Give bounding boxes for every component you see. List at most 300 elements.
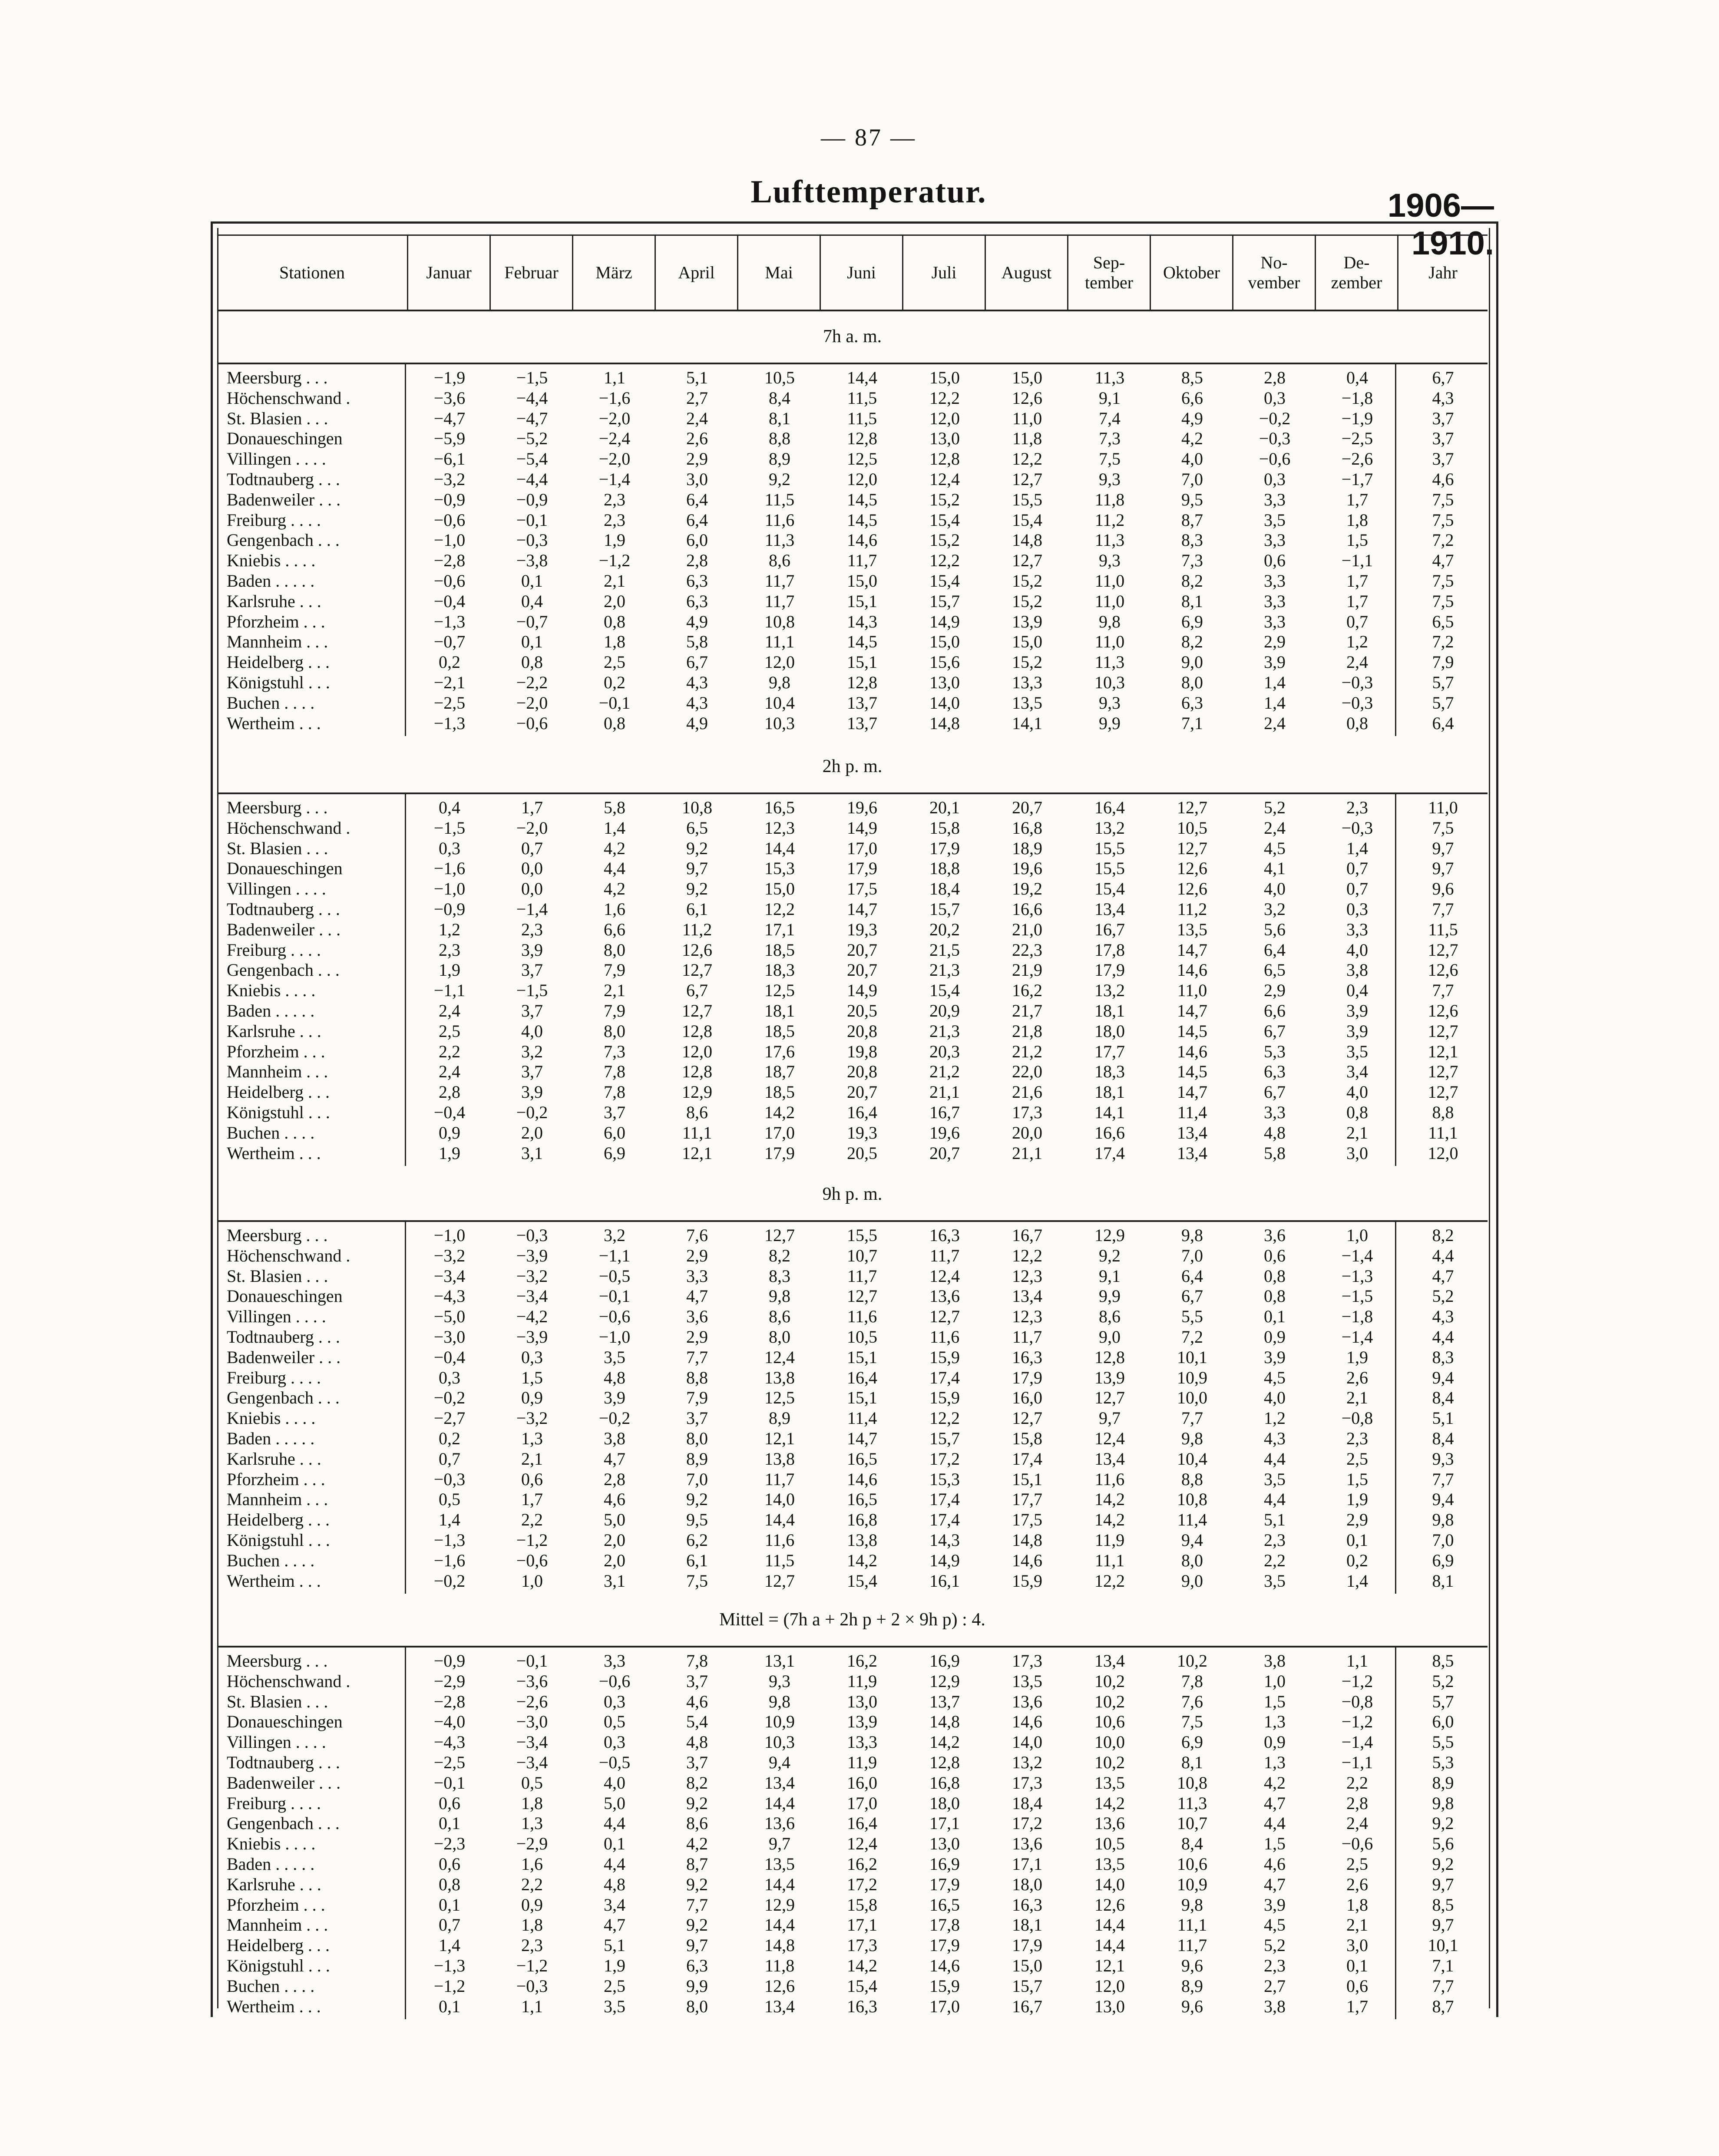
value-cell: −1,1 xyxy=(1341,551,1373,571)
section-1 xyxy=(217,740,1488,1167)
value-cell: 16,4 xyxy=(1094,798,1125,817)
value-cell: 8,9 xyxy=(1432,1773,1454,1793)
value-cell: 16,7 xyxy=(1012,1225,1042,1245)
value-cell: 0,9 xyxy=(1264,1732,1286,1752)
value-cell: 19,6 xyxy=(929,1123,960,1142)
value-cell: 19,6 xyxy=(847,798,877,817)
value-cell: 14,6 xyxy=(1177,960,1207,980)
value-cell: 19,3 xyxy=(847,1123,877,1142)
value-cell: 3,8 xyxy=(1264,1651,1286,1671)
value-cell: −1,3 xyxy=(433,713,466,733)
value-cell: 0,7 xyxy=(439,1915,460,1935)
value-cell: 8,8 xyxy=(769,429,790,449)
value-cell: 4,5 xyxy=(1264,1915,1286,1935)
value-cell: 1,5 xyxy=(1264,1691,1286,1711)
value-cell: 18,1 xyxy=(764,1001,795,1020)
station-name: Heidelberg . . . xyxy=(227,1510,330,1530)
value-cell: 15,9 xyxy=(929,1976,960,1996)
table-row xyxy=(217,1956,1488,1976)
value-cell: 7,5 xyxy=(686,1571,708,1591)
value-cell: 14,5 xyxy=(847,510,877,530)
value-cell: 13,4 xyxy=(1012,1286,1042,1306)
value-cell: 0,2 xyxy=(1346,1550,1368,1570)
value-cell: 5,7 xyxy=(1432,673,1454,692)
value-cell: 0,3 xyxy=(1264,388,1286,408)
value-cell: 17,2 xyxy=(1012,1813,1042,1833)
value-cell: 0,6 xyxy=(1264,1245,1286,1265)
value-cell: 3,2 xyxy=(604,1225,625,1245)
value-cell: 7,7 xyxy=(1432,1469,1454,1489)
value-cell: 13,5 xyxy=(1094,1773,1125,1793)
value-cell: 18,0 xyxy=(1094,1021,1125,1041)
value-cell: −1,6 xyxy=(433,1550,466,1570)
value-cell: 10,0 xyxy=(1177,1388,1207,1408)
value-cell: 11,6 xyxy=(1094,1469,1125,1489)
value-cell: 12,0 xyxy=(682,1041,712,1061)
table-row xyxy=(217,1123,1488,1143)
value-cell: 2,3 xyxy=(1346,1429,1368,1448)
value-cell: 0,3 xyxy=(1264,469,1286,489)
value-cell: −1,8 xyxy=(1341,388,1373,408)
value-cell: 12,7 xyxy=(682,960,712,980)
value-cell: 2,4 xyxy=(1346,652,1368,672)
value-cell: 7,0 xyxy=(686,1469,708,1489)
value-cell: −0,3 xyxy=(1341,818,1373,838)
value-cell: 2,6 xyxy=(1346,1367,1368,1387)
value-cell: 13,4 xyxy=(764,1773,795,1793)
value-cell: 12,6 xyxy=(1177,879,1207,899)
value-cell: −4,7 xyxy=(433,408,466,428)
value-cell: −0,6 xyxy=(516,1550,548,1570)
value-cell: 7,3 xyxy=(604,1041,625,1061)
value-cell: 11,1 xyxy=(1094,1550,1125,1570)
value-cell: 2,2 xyxy=(1346,1773,1368,1793)
value-cell: −0,4 xyxy=(433,591,466,611)
value-cell: 13,0 xyxy=(929,429,960,449)
value-cell: 11,8 xyxy=(1094,489,1125,509)
value-cell: 9,8 xyxy=(1181,1225,1203,1245)
value-cell: 14,8 xyxy=(929,1712,960,1732)
column-rule xyxy=(405,1222,406,1594)
table-row xyxy=(217,1551,1488,1571)
value-cell: 16,5 xyxy=(847,1489,877,1509)
value-cell: 12,8 xyxy=(847,429,877,449)
column-rule xyxy=(1395,1222,1396,1594)
value-cell: 3,4 xyxy=(604,1895,625,1915)
value-cell: 16,6 xyxy=(1094,1123,1125,1142)
value-cell: 6,4 xyxy=(1432,713,1454,733)
value-cell: 0,8 xyxy=(604,713,625,733)
value-cell: 3,5 xyxy=(604,1996,625,2016)
value-cell: 10,6 xyxy=(1094,1712,1125,1732)
section-rule xyxy=(217,792,1488,794)
value-cell: 0,7 xyxy=(1346,858,1368,878)
value-cell: 8,0 xyxy=(1181,1550,1203,1570)
value-cell: 11,4 xyxy=(1177,1103,1207,1122)
value-cell: 12,4 xyxy=(929,1266,960,1286)
value-cell: 3,7 xyxy=(1432,429,1454,449)
value-cell: 4,4 xyxy=(1264,1813,1286,1833)
value-cell: 4,6 xyxy=(604,1489,625,1509)
station-name: St. Blasien . . . xyxy=(227,838,328,858)
column-rule xyxy=(1395,364,1396,736)
value-cell: 1,0 xyxy=(1264,1671,1286,1691)
value-cell: 5,1 xyxy=(604,1935,625,1955)
value-cell: 2,3 xyxy=(1346,798,1368,817)
value-cell: 13,2 xyxy=(1012,1753,1042,1772)
value-cell: 17,9 xyxy=(929,1935,960,1955)
value-cell: 14,0 xyxy=(764,1489,795,1509)
table-row xyxy=(217,1307,1488,1327)
table-row xyxy=(217,1327,1488,1347)
value-cell: −0,8 xyxy=(1341,1691,1373,1711)
station-name: Buchen . . . . xyxy=(227,1550,315,1570)
value-cell: 12,3 xyxy=(1012,1266,1042,1286)
value-cell: 16,5 xyxy=(929,1895,960,1915)
value-cell: −1,6 xyxy=(433,858,466,878)
value-cell: 6,1 xyxy=(686,1550,708,1570)
value-cell: 3,3 xyxy=(1264,530,1286,550)
station-name: Donaueschingen xyxy=(227,858,343,878)
value-cell: −0,2 xyxy=(516,1103,548,1122)
value-cell: 7,5 xyxy=(1099,449,1121,469)
value-cell: 13,9 xyxy=(1094,1367,1125,1387)
value-cell: 7,5 xyxy=(1432,489,1454,509)
value-cell: −4,3 xyxy=(433,1286,466,1306)
value-cell: −2,0 xyxy=(598,449,631,469)
value-cell: 13,6 xyxy=(1012,1691,1042,1711)
value-cell: 4,9 xyxy=(686,611,708,631)
value-cell: −1,1 xyxy=(598,1245,631,1265)
value-cell: 0,8 xyxy=(1346,1103,1368,1122)
station-name: Heidelberg . . . xyxy=(227,1082,330,1102)
value-cell: 7,4 xyxy=(1099,408,1121,428)
value-cell: 8,2 xyxy=(1432,1225,1454,1245)
value-cell: 13,9 xyxy=(1012,611,1042,631)
value-cell: 12,9 xyxy=(764,1895,795,1915)
value-cell: 15,1 xyxy=(847,1388,877,1408)
value-cell: 14,6 xyxy=(1012,1712,1042,1732)
value-cell: 17,3 xyxy=(1012,1773,1042,1793)
value-cell: −2,7 xyxy=(433,1408,466,1428)
value-cell: −1,2 xyxy=(516,1530,548,1550)
value-cell: 4,5 xyxy=(1264,838,1286,858)
station-name: Heidelberg . . . xyxy=(227,1935,330,1955)
value-cell: 14,5 xyxy=(847,632,877,652)
value-cell: 17,5 xyxy=(847,879,877,899)
value-cell: 0,3 xyxy=(604,1691,625,1711)
value-cell: 17,3 xyxy=(847,1935,877,1955)
value-cell: 21,3 xyxy=(929,1021,960,1041)
value-cell: 15,4 xyxy=(929,981,960,1000)
value-cell: 6,6 xyxy=(1181,388,1203,408)
value-cell: −2,6 xyxy=(516,1691,548,1711)
section-label: 9h p. m. xyxy=(822,1184,883,1204)
value-cell: 9,9 xyxy=(1099,713,1121,733)
station-name: Freiburg . . . . xyxy=(227,1367,321,1387)
station-name: Villingen . . . . xyxy=(227,449,326,469)
value-cell: 1,4 xyxy=(1346,1571,1368,1591)
header-august: August xyxy=(986,236,1068,310)
value-cell: 16,8 xyxy=(847,1510,877,1530)
value-cell: 5,0 xyxy=(604,1510,625,1530)
value-cell: 14,9 xyxy=(847,818,877,838)
value-cell: 17,7 xyxy=(1094,1041,1125,1061)
value-cell: 8,0 xyxy=(769,1327,790,1347)
value-cell: 17,2 xyxy=(929,1449,960,1469)
value-cell: 17,9 xyxy=(929,1874,960,1894)
value-cell: 11,9 xyxy=(1094,1530,1125,1550)
table-row xyxy=(217,1082,1488,1102)
value-cell: 9,4 xyxy=(1181,1530,1203,1550)
value-cell: 15,9 xyxy=(929,1347,960,1367)
value-cell: 3,8 xyxy=(1264,1996,1286,2016)
value-cell: 7,1 xyxy=(1181,713,1203,733)
value-cell: 10,8 xyxy=(764,611,795,631)
value-cell: 18,5 xyxy=(764,1082,795,1102)
value-cell: 13,1 xyxy=(764,1651,795,1671)
value-cell: 6,1 xyxy=(686,899,708,919)
value-cell: 2,8 xyxy=(439,1082,460,1102)
value-cell: 15,8 xyxy=(1012,1429,1042,1448)
value-cell: 0,4 xyxy=(1346,981,1368,1000)
value-cell: 4,3 xyxy=(1264,1429,1286,1448)
value-cell: 14,6 xyxy=(1012,1550,1042,1570)
value-cell: 12,1 xyxy=(1428,1041,1458,1061)
value-cell: 12,7 xyxy=(1012,551,1042,571)
value-cell: 5,2 xyxy=(1432,1671,1454,1691)
value-cell: 6,9 xyxy=(1432,1550,1454,1570)
value-cell: 6,0 xyxy=(686,530,708,550)
value-cell: 9,6 xyxy=(1181,1996,1203,2016)
value-cell: −2,2 xyxy=(516,673,548,692)
value-cell: 9,2 xyxy=(769,469,790,489)
value-cell: 5,1 xyxy=(1432,1408,1454,1428)
value-cell: −0,6 xyxy=(598,1307,631,1327)
value-cell: 10,8 xyxy=(1177,1489,1207,1509)
value-cell: 2,0 xyxy=(521,1123,543,1142)
value-cell: 22,0 xyxy=(1012,1062,1042,1082)
value-cell: −0,1 xyxy=(516,510,548,530)
value-cell: −1,2 xyxy=(1341,1671,1373,1691)
value-cell: −1,0 xyxy=(433,879,466,899)
value-cell: 21,5 xyxy=(929,940,960,960)
value-cell: 10,2 xyxy=(1094,1753,1125,1772)
value-cell: −0,2 xyxy=(598,1408,631,1428)
table-row xyxy=(217,1915,1488,1935)
value-cell: 8,2 xyxy=(686,1773,708,1793)
value-cell: 10,2 xyxy=(1177,1651,1207,1671)
value-cell: −3,2 xyxy=(516,1266,548,1286)
value-cell: −1,8 xyxy=(1341,1307,1373,1327)
table-row xyxy=(217,1834,1488,1854)
value-cell: 11,4 xyxy=(1177,1510,1207,1530)
value-cell: 16,7 xyxy=(1012,1996,1042,2016)
value-cell: 14,2 xyxy=(1094,1510,1125,1530)
value-cell: 2,8 xyxy=(604,1469,625,1489)
value-cell: 14,2 xyxy=(847,1956,877,1975)
value-cell: −0,3 xyxy=(516,1976,548,1996)
value-cell: 2,3 xyxy=(1264,1956,1286,1975)
value-cell: 15,0 xyxy=(1012,1956,1042,1975)
value-cell: 14,1 xyxy=(1012,713,1042,733)
value-cell: 6,7 xyxy=(1432,368,1454,387)
value-cell: 9,1 xyxy=(1099,388,1121,408)
value-cell: −5,2 xyxy=(516,429,548,449)
value-cell: 9,7 xyxy=(1432,858,1454,878)
value-cell: 3,8 xyxy=(1346,960,1368,980)
table-row xyxy=(217,612,1488,632)
value-cell: −1,4 xyxy=(1341,1245,1373,1265)
value-cell: 0,7 xyxy=(439,1449,460,1469)
value-cell: 18,8 xyxy=(929,858,960,878)
station-name: Pforzheim . . . xyxy=(227,1041,325,1061)
value-cell: 14,5 xyxy=(1177,1062,1207,1082)
value-cell: −2,9 xyxy=(433,1671,466,1691)
station-name: Heidelberg . . . xyxy=(227,652,330,672)
value-cell: 2,5 xyxy=(1346,1449,1368,1469)
value-cell: 1,9 xyxy=(604,1956,625,1975)
value-cell: 7,5 xyxy=(1432,510,1454,530)
value-cell: 10,9 xyxy=(1177,1367,1207,1387)
value-cell: 9,7 xyxy=(1432,838,1454,858)
value-cell: 11,5 xyxy=(764,1550,795,1570)
station-name: Badenweiler . . . xyxy=(227,1773,341,1793)
value-cell: 12,3 xyxy=(764,818,795,838)
value-cell: 8,3 xyxy=(1181,530,1203,550)
value-cell: 1,6 xyxy=(521,1854,543,1874)
value-cell: 10,7 xyxy=(1177,1813,1207,1833)
value-cell: −0,3 xyxy=(433,1469,466,1489)
value-cell: 12,7 xyxy=(1177,838,1207,858)
value-cell: 3,5 xyxy=(1264,1469,1286,1489)
value-cell: −4,4 xyxy=(516,469,548,489)
value-cell: 9,8 xyxy=(769,1286,790,1306)
value-cell: 1,3 xyxy=(521,1429,543,1448)
table-row xyxy=(217,1692,1488,1712)
value-cell: 8,8 xyxy=(686,1367,708,1387)
table-row xyxy=(217,1753,1488,1773)
value-cell: 20,8 xyxy=(847,1062,877,1082)
value-cell: 14,5 xyxy=(1177,1021,1207,1041)
value-cell: 11,4 xyxy=(847,1408,877,1428)
value-cell: 17,9 xyxy=(929,838,960,858)
value-cell: 4,0 xyxy=(1346,940,1368,960)
value-cell: 11,1 xyxy=(764,632,795,652)
value-cell: 1,7 xyxy=(521,1489,543,1509)
value-cell: 5,2 xyxy=(1432,1286,1454,1306)
value-cell: 6,3 xyxy=(1181,693,1203,713)
value-cell: 3,5 xyxy=(1264,510,1286,530)
value-cell: 5,6 xyxy=(1432,1834,1454,1854)
column-rule xyxy=(405,794,406,1166)
value-cell: 6,0 xyxy=(1432,1712,1454,1732)
value-cell: −2,8 xyxy=(433,551,466,571)
value-cell: −2,8 xyxy=(433,1691,466,1711)
table-row xyxy=(217,409,1488,429)
value-cell: 12,6 xyxy=(1428,960,1458,980)
value-cell: 8,2 xyxy=(1181,632,1203,652)
value-cell: 13,4 xyxy=(1094,1651,1125,1671)
value-cell: 9,6 xyxy=(1181,1956,1203,1975)
value-cell: 16,8 xyxy=(1012,818,1042,838)
value-cell: 0,6 xyxy=(521,1469,543,1489)
station-name: Königstuhl . . . xyxy=(227,1103,330,1122)
value-cell: −0,9 xyxy=(433,1651,466,1671)
value-cell: 0,9 xyxy=(521,1388,543,1408)
value-cell: 12,7 xyxy=(1428,1021,1458,1041)
value-cell: 0,1 xyxy=(1346,1956,1368,1975)
value-cell: 4,2 xyxy=(1181,429,1203,449)
value-cell: 20,7 xyxy=(847,940,877,960)
value-cell: 3,8 xyxy=(604,1429,625,1448)
header-januar: Januar xyxy=(408,236,491,310)
value-cell: 9,8 xyxy=(769,1691,790,1711)
value-cell: 20,7 xyxy=(847,1082,877,1102)
value-cell: 7,9 xyxy=(1432,652,1454,672)
value-cell: 11,6 xyxy=(929,1327,960,1347)
value-cell: −4,4 xyxy=(516,388,548,408)
value-cell: 13,4 xyxy=(1094,899,1125,919)
value-cell: 17,1 xyxy=(929,1813,960,1833)
station-name: Karlsruhe . . . xyxy=(227,591,321,611)
value-cell: −5,9 xyxy=(433,429,466,449)
value-cell: 13,9 xyxy=(847,1712,877,1732)
value-cell: 18,0 xyxy=(929,1793,960,1813)
value-cell: 14,0 xyxy=(1012,1732,1042,1752)
value-cell: 1,2 xyxy=(1264,1408,1286,1428)
value-cell: 2,5 xyxy=(439,1021,460,1041)
value-cell: 12,2 xyxy=(1012,1245,1042,1265)
value-cell: 17,0 xyxy=(764,1123,795,1142)
station-name: Kniebis . . . . xyxy=(227,1834,316,1854)
value-cell: 7,0 xyxy=(1181,1245,1203,1265)
table-row xyxy=(217,1671,1488,1691)
value-cell: 16,1 xyxy=(929,1571,960,1591)
station-name: Höchenschwand . xyxy=(227,388,350,408)
value-cell: −3,4 xyxy=(516,1753,548,1772)
value-cell: 4,3 xyxy=(1432,388,1454,408)
value-cell: 19,3 xyxy=(847,919,877,939)
value-cell: 13,5 xyxy=(1012,693,1042,713)
value-cell: 15,1 xyxy=(1012,1469,1042,1489)
value-cell: 10,3 xyxy=(1094,673,1125,692)
value-cell: −2,6 xyxy=(1341,449,1373,469)
table-row xyxy=(217,1408,1488,1428)
value-cell: 12,6 xyxy=(1428,1001,1458,1020)
value-cell: 9,4 xyxy=(1432,1367,1454,1387)
value-cell: 14,6 xyxy=(847,530,877,550)
value-cell: 1,7 xyxy=(1346,571,1368,591)
value-cell: −3,4 xyxy=(516,1286,548,1306)
value-cell: 6,4 xyxy=(1264,940,1286,960)
value-cell: 15,4 xyxy=(1012,510,1042,530)
value-cell: 11,1 xyxy=(1177,1915,1207,1935)
value-cell: −1,2 xyxy=(433,1976,466,1996)
value-cell: 15,7 xyxy=(929,591,960,611)
value-cell: 20,7 xyxy=(929,1143,960,1163)
value-cell: 13,5 xyxy=(764,1854,795,1874)
value-cell: 8,2 xyxy=(1181,571,1203,591)
value-cell: 14,4 xyxy=(1094,1935,1125,1955)
column-rule xyxy=(1395,1648,1396,2019)
value-cell: 10,4 xyxy=(1177,1449,1207,1469)
value-cell: 14,7 xyxy=(1177,940,1207,960)
value-cell: 3,6 xyxy=(1264,1225,1286,1245)
value-cell: 3,3 xyxy=(1264,571,1286,591)
value-cell: 0,1 xyxy=(521,632,543,652)
section-label: 7h a. m. xyxy=(823,327,882,347)
